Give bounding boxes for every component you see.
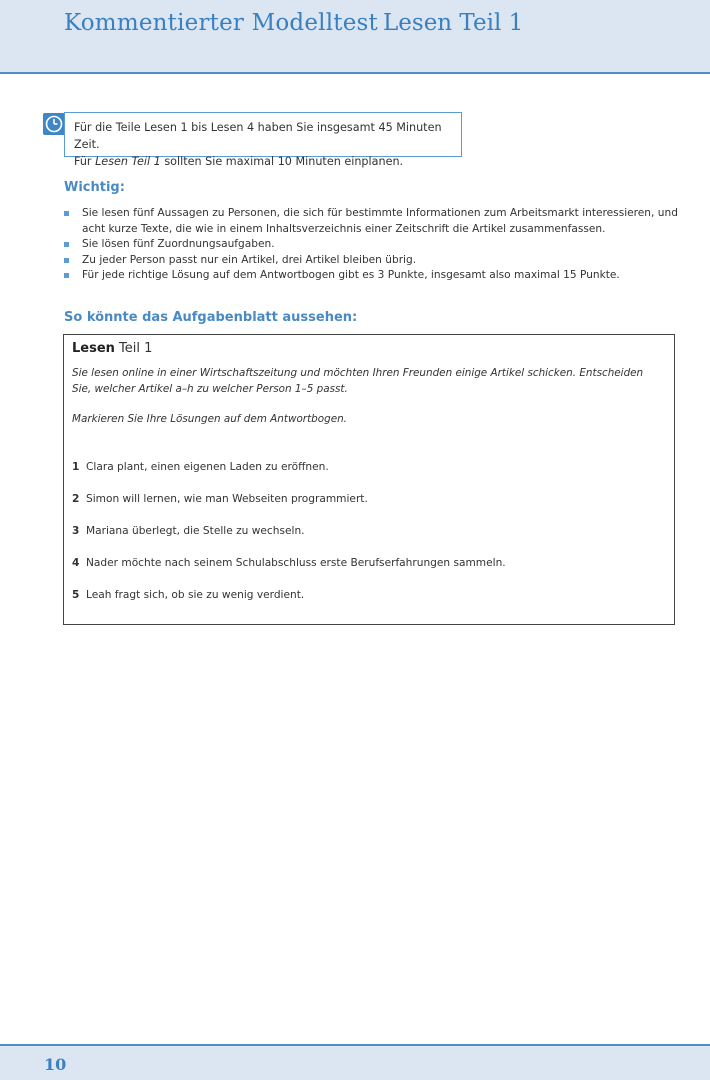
statement-text: Mariana überlegt, die Stelle zu wechseln. bbox=[86, 525, 305, 537]
statement-item bbox=[72, 557, 506, 569]
bullet-icon bbox=[64, 242, 69, 247]
list-item bbox=[64, 206, 689, 237]
important-list bbox=[64, 206, 689, 284]
header-section-title: Lesen Teil 1 bbox=[383, 10, 524, 36]
statement-item bbox=[72, 493, 368, 505]
sheet-title bbox=[72, 341, 152, 356]
statement-text: Leah fragt sich, ob sie zu wenig verdient. bbox=[86, 589, 305, 601]
statement-item bbox=[72, 589, 304, 601]
statement-number: 3 bbox=[72, 525, 80, 537]
bullet-icon bbox=[64, 258, 69, 263]
time-note-suffix: sollten Sie maximal 10 Minuten einplanen. bbox=[160, 155, 404, 168]
bullet-icon bbox=[64, 273, 69, 278]
statement-item bbox=[72, 525, 305, 537]
statement-number: 2 bbox=[72, 493, 80, 505]
list-item bbox=[64, 268, 689, 284]
time-note-prefix: Für bbox=[74, 155, 96, 168]
sheet-title-bold: Lesen bbox=[72, 341, 115, 356]
page-number: 10 bbox=[44, 1055, 67, 1074]
statement-text: Clara plant, einen eigenen Laden zu eröffnen. bbox=[86, 461, 329, 473]
sheet-heading: So könnte das Aufgabenblatt aussehen: bbox=[64, 310, 358, 325]
list-item-text: Für jede richtige Lösung auf dem Antwortbogen gibt es 3 Punkte, insgesamt also maximal 15 Punkte. bbox=[82, 269, 620, 281]
list-item-text: Zu jeder Person passt nur ein Artikel, drei Artikel bleiben übrig. bbox=[82, 253, 417, 266]
list-item-text: Sie lösen fünf Zuordnungsaufgaben. bbox=[82, 238, 275, 250]
statement-number: 5 bbox=[72, 589, 80, 601]
sheet-title-rest: Teil 1 bbox=[114, 341, 153, 356]
statement-number: 1 bbox=[72, 461, 80, 473]
statement-text: Simon will lernen, wie man Webseiten programmiert. bbox=[86, 493, 368, 505]
bullet-icon bbox=[64, 211, 69, 216]
statement-text: Nader möchte nach seinem Schulabschluss erste Berufserfahrungen sammeln. bbox=[86, 557, 506, 569]
sheet-mark-note: Markieren Sie Ihre Lösungen auf dem Antwortbogen. bbox=[72, 413, 347, 425]
time-note-line1: Für die Teile Lesen 1 bis Lesen 4 haben Sie insgesamt 45 Minuten Zeit. bbox=[74, 121, 442, 151]
time-note-line2 bbox=[74, 153, 453, 170]
statement-item bbox=[72, 461, 329, 473]
time-note-box bbox=[64, 112, 462, 168]
page-footer bbox=[0, 1046, 710, 1080]
clock-icon bbox=[43, 113, 65, 135]
task-sheet bbox=[63, 334, 675, 625]
list-item bbox=[64, 237, 689, 253]
list-item bbox=[64, 253, 689, 269]
statement-number: 4 bbox=[72, 557, 80, 569]
sheet-instructions: Sie lesen online in einer Wirtschaftszeitung und möchten Ihren Freunden einige Artikel schicken. Entscheiden Sie, welcher Artikel a–h zu welcher Person 1–5 passt. bbox=[72, 367, 644, 395]
list-item-text: Sie lesen fünf Aussagen zu Personen, die sich für bestimmte Informationen zum Arbeitsmarkt interessieren, und acht kurze Texte, die wie in einem Inhaltsverzeichnis einer Zeitschrift die Artikel zusammenfassen. bbox=[82, 207, 678, 235]
time-note-italic: Lesen Teil 1 bbox=[95, 155, 161, 168]
header-title: Kommentierter Modelltest bbox=[64, 10, 378, 36]
header-divider bbox=[0, 72, 710, 74]
important-heading: Wichtig: bbox=[64, 180, 125, 195]
